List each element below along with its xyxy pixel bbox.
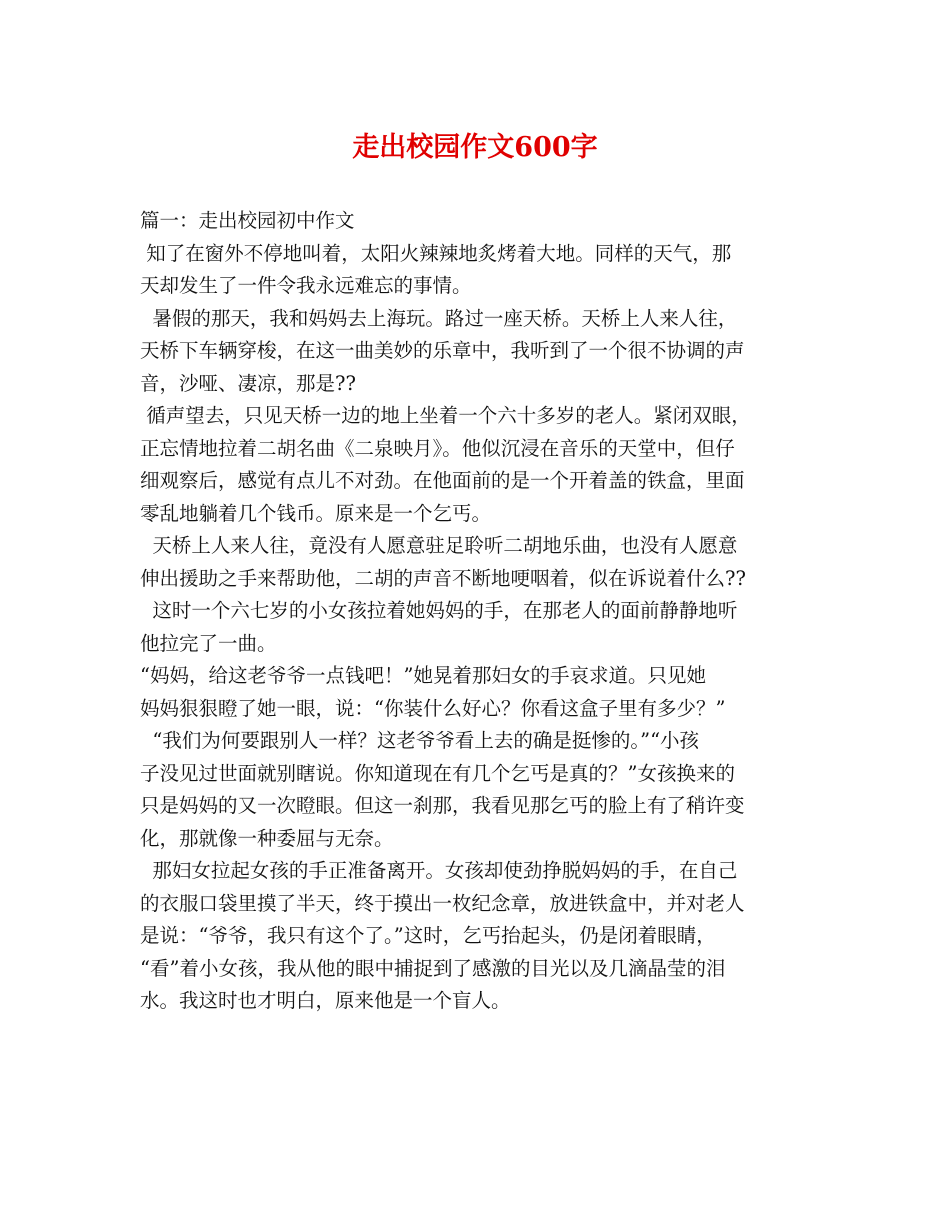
text-line: “看”着小女孩，我从他的眼中捕捉到了感激的目光以及几滴晶莹的泪 [140,956,726,980]
text-line: 细观察后，感觉有点儿不对劲。在他面前的是一个开着盖的铁盒，里面 [140,469,745,492]
document-title: 走出校园作文600字 [352,132,598,163]
text-line: 天却发生了一件令我永远难忘的事情。 [140,274,472,297]
text-line: 是说：“爷爷，我只有这个了。”这时，乞丐抬起头，仍是闭着眼睛， [140,924,716,947]
text-line: 伸出援助之手来帮助他，二胡的声音不断地哽咽着，似在诉说着什么?? [140,566,746,590]
text-line: 的衣服口袋里摸了半天，终于摸出一枚纪念章，放进铁盒中，并对老人 [140,891,745,915]
text-line: 篇一：走出校园初中作文 [140,209,355,232]
text-line: 零乱地躺着几个钱币。原来是一个乞丐。 [140,501,492,525]
text-line: “我们为何要跟别人一样？这老爷爷看上去的确是挺惨的。”“小孩 [140,729,700,752]
text-line: 他拉完了一曲。 [140,631,277,655]
text-line: 化，那就像一种委屈与无奈。 [140,826,394,850]
text-line: 知了在窗外不停地叫着，太阳火辣辣地炙烤着大地。同样的天气，那 [140,241,732,265]
text-line: 循声望去，只见天桥一边的地上坐着一个六十多岁的老人。紧闭双眼， [140,404,751,427]
text-line: 子没见过世面就别瞎说。你知道现在有几个乞丐是真的？”女孩换来的 [140,761,735,785]
text-line: 天桥下车辆穿梭，在这一曲美妙的乐章中，我听到了一个很不协调的声 [140,339,745,362]
document-body [140,205,820,1018]
text-line: 正忘情地拉着二胡名曲《二泉映月》。他似沉浸在音乐的天堂中，但仔 [140,436,735,460]
text-line: 妈妈狠狠瞪了她一眼，说：“你装什么好心？你看这盒子里有多少？” [140,696,726,720]
text-line: 这时一个六七岁的小女孩拉着她妈妈的手，在那老人的面前静静地听 [140,599,738,622]
text-line: 那妇女拉起女孩的手正准备离开。女孩却使劲挣脱妈妈的手，在自己 [140,859,738,882]
text-line: 水。我这时也才明白，原来他是一个盲人。 [140,989,511,1012]
text-line: “妈妈，给这老爷爷一点钱吧！”她晃着那妇女的手哀求道。只见她 [140,664,706,687]
text-line: 天桥上人来人往，竟没有人愿意驻足聆听二胡地乐曲，也没有人愿意 [140,534,738,557]
text-line: 音，沙哑、凄凉，那是?? [140,371,356,395]
text-line: 只是妈妈的又一次瞪眼。但这一刹那，我看见那乞丐的脸上有了稍许变 [140,794,745,817]
text-line: 暑假的那天，我和妈妈去上海玩。路过一座天桥。天桥上人来人往， [140,306,738,330]
